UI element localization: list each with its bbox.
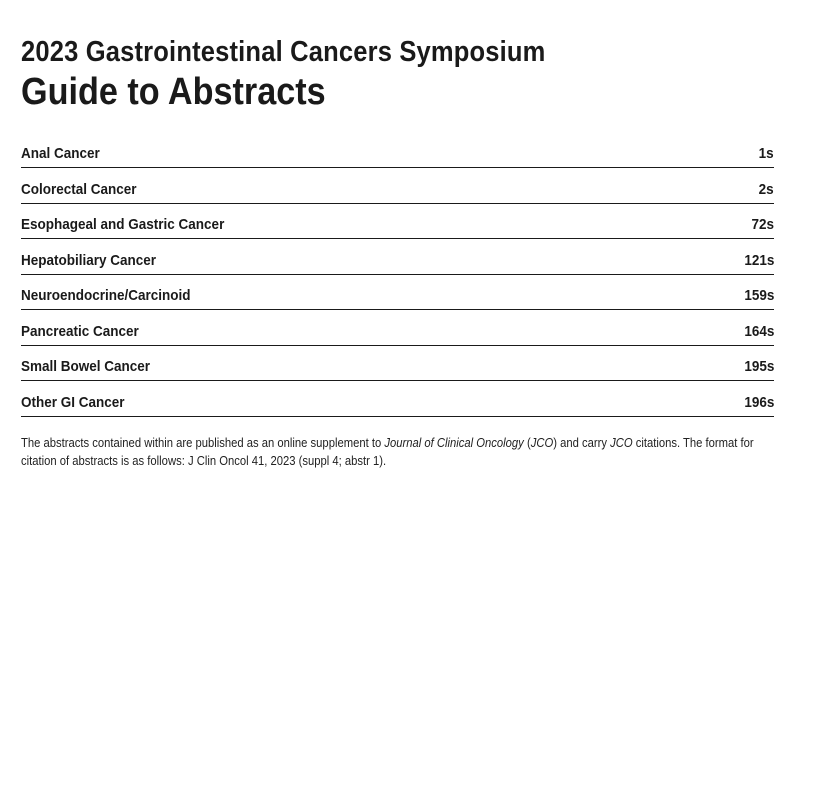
toc-page-number: 164s: [743, 322, 774, 340]
toc-row-hepatobiliary-cancer[interactable]: [21, 239, 774, 275]
page-title: Guide to Abstracts: [21, 71, 326, 113]
toc-row-pancreatic-cancer[interactable]: [21, 310, 774, 346]
table-of-contents: [21, 139, 774, 417]
note-text-3: ) and carry: [553, 435, 611, 450]
toc-page-number: 195s: [743, 358, 774, 375]
toc-page-number: 1s: [758, 145, 774, 162]
note-text-2: (: [523, 435, 531, 450]
toc-label: Anal Cancer: [21, 145, 100, 162]
toc-label: Neuroendocrine/Carcinoid: [21, 287, 191, 304]
toc-label: Esophageal and Gastric Cancer: [21, 216, 225, 233]
toc-row-other-gi-cancer[interactable]: [21, 381, 774, 417]
toc-row-small-bowel-cancer[interactable]: [21, 346, 774, 382]
journal-abbreviation: JCO: [530, 435, 554, 450]
symposium-title: 2023 Gastrointestinal Cancers Symposium: [21, 36, 546, 68]
toc-row-anal-cancer[interactable]: [21, 139, 774, 168]
toc-page-number: 196s: [743, 393, 774, 411]
journal-abbreviation: JCO: [610, 435, 633, 450]
toc-label: Small Bowel Cancer: [21, 358, 151, 375]
toc-label: Other GI Cancer: [21, 393, 125, 411]
toc-page-number: 121s: [743, 251, 774, 269]
page-content: [21, 34, 774, 482]
toc-page-number: 72s: [751, 216, 774, 233]
note-text-1: The abstracts contained within are published as an online supplement to: [21, 435, 385, 450]
toc-row-esophageal-gastric-cancer[interactable]: [21, 204, 774, 240]
journal-name: Journal of Clinical Oncology: [384, 435, 524, 450]
note-text-4: citations. The format for citation of abstracts is as follows: J Clin Oncol 41, 2023 (suppl 4; abstr 1).: [21, 435, 754, 468]
toc-label: Hepatobiliary Cancer: [21, 251, 157, 269]
toc-page-number: 2s: [758, 180, 774, 198]
toc-label: Colorectal Cancer: [21, 180, 137, 198]
toc-label: Pancreatic Cancer: [21, 322, 139, 340]
toc-page-number: 159s: [743, 287, 774, 304]
toc-row-neuroendocrine-carcinoid[interactable]: [21, 275, 774, 311]
toc-row-colorectal-cancer[interactable]: [21, 168, 774, 204]
citation-note: [21, 434, 773, 470]
